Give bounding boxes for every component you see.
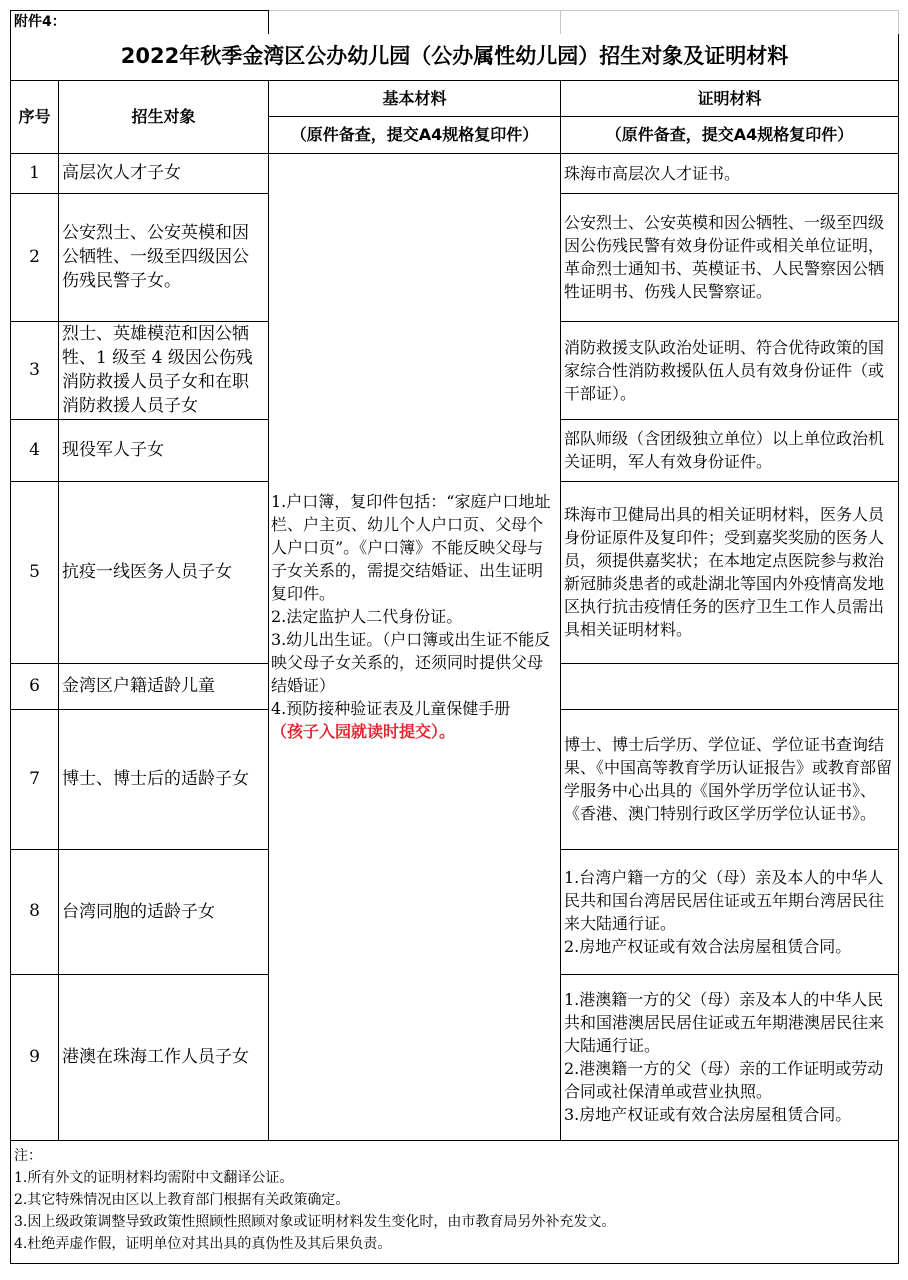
row-target: 抗疫一线医务人员子女 bbox=[59, 481, 269, 663]
note-item: 4.杜绝弄虚作假，证明单位对其出具的真伪性及其后果负责。 bbox=[14, 1235, 392, 1252]
row-proof: 1.台湾户籍一方的父（母）亲及本人的中华人民共和国台湾居民居住证或五年期台湾居民往来大陆通行证。 2.房地产权证或有效合法房屋租赁合同。 bbox=[561, 849, 899, 974]
row-target: 烈士、英雄模范和因公牺牲、1 级至 4 级因公伤残消防救援人员子女和在职消防救援人员子女 bbox=[59, 321, 269, 419]
row-target: 公安烈士、公安英模和因公牺牲、一级至四级因公伤残民警子女。 bbox=[59, 193, 269, 321]
row-number: 2 bbox=[11, 193, 59, 321]
row-number: 4 bbox=[11, 419, 59, 481]
row-proof: 博士、博士后学历、学位证、学位证书查询结果、《中国高等教育学历认证报告》或教育部留学服务中心出具的《国外学历学位认证书》、《香港、澳门特别行政区学历学位认证书》。 bbox=[561, 709, 899, 849]
basic-materials-cell bbox=[269, 153, 561, 1140]
notes-cell bbox=[11, 1140, 899, 1263]
blank-cell bbox=[269, 11, 561, 35]
basic-item: 1.户口簿，复印件包括：“家庭户口地址栏、户主页、幼儿个人户口页、父母个人户口页”。《户口簿》不能反映父母与子女关系的，需提交结婚证、出生证明复印件。 bbox=[271, 492, 551, 603]
basic-highlight-note: （孩子入园就读时提交）。 bbox=[271, 722, 456, 741]
row-number: 8 bbox=[11, 849, 59, 974]
row-proof: 消防救援支队政治处证明、符合优待政策的国家综合性消防救援队伍人员有效身份证件（或干部证）。 bbox=[561, 321, 899, 419]
header-target: 招生对象 bbox=[59, 80, 269, 153]
basic-item: 4.预防接种验证表及儿童保健手册 bbox=[271, 699, 511, 718]
row-proof: 公安烈士、公安英模和因公牺牲、一级至四级因公伤残民警有效身份证件或相关单位证明，革命烈士通知书、英模证书、人民警察因公牺牲证明书、伤残人民警察证。 bbox=[561, 193, 899, 321]
note-item: 2.其它特殊情况由区以上教育部门根据有关政策确定。 bbox=[14, 1191, 350, 1208]
header-seq: 序号 bbox=[11, 80, 59, 153]
blank-cell bbox=[561, 11, 899, 35]
notes-row bbox=[11, 1140, 899, 1263]
header-proof: 证明材料 bbox=[561, 80, 899, 116]
header-basic: 基本材料 bbox=[269, 80, 561, 116]
enrollment-sheet bbox=[10, 10, 898, 1264]
row-number: 3 bbox=[11, 321, 59, 419]
notes-label: 注： bbox=[14, 1147, 42, 1164]
row-number: 1 bbox=[11, 153, 59, 193]
note-item: 3.因上级政策调整导致政策性照顾性照顾对象或证明材料发生变化时，由市教育局另外补充发文。 bbox=[14, 1213, 616, 1230]
row-proof-empty bbox=[561, 663, 899, 709]
basic-item: 3.幼儿出生证。（户口簿或出生证不能反映父母子女关系的，还须同时提供父母结婚证） bbox=[271, 630, 551, 695]
header-proof-sub: （原件备查，提交A4规格复印件） bbox=[561, 116, 899, 153]
row-number: 6 bbox=[11, 663, 59, 709]
row-target: 港澳在珠海工作人员子女 bbox=[59, 974, 269, 1140]
row-number: 9 bbox=[11, 974, 59, 1140]
row-proof: 1.港澳籍一方的父（母）亲及本人的中华人民共和国港澳居民居住证或五年期港澳居民往来大陆通行证。 2.港澳籍一方的父（母）亲的工作证明或劳动合同或社保清单或营业执照。 3.房地产权证或有效合法房屋租赁合同。 bbox=[561, 974, 899, 1140]
row-target: 博士、博士后的适龄子女 bbox=[59, 709, 269, 849]
note-item: 1.所有外文的证明材料均需附中文翻译公证。 bbox=[14, 1169, 294, 1186]
row-target: 高层次人才子女 bbox=[59, 153, 269, 193]
row-number: 7 bbox=[11, 709, 59, 849]
basic-item: 2.法定监护人二代身份证。 bbox=[271, 607, 463, 626]
page-title: 2022年秋季金湾区公办幼儿园（公办属性幼儿园）招生对象及证明材料 bbox=[11, 34, 899, 80]
header-basic-sub: （原件备查，提交A4规格复印件） bbox=[269, 116, 561, 153]
row-proof: 珠海市卫健局出具的相关证明材料，医务人员身份证原件及复印件；受到嘉奖奖励的医务人员，须提供嘉奖状；在本地定点医院参与救治新冠肺炎患者的或赴湖北等国内外疫情高发地区执行抗击疫情任务的医疗卫生工作人员需出具相关证明材料。 bbox=[561, 481, 899, 663]
row-target: 台湾同胞的适龄子女 bbox=[59, 849, 269, 974]
row-target: 金湾区户籍适龄儿童 bbox=[59, 663, 269, 709]
enrollment-table bbox=[10, 10, 899, 1264]
row-number: 5 bbox=[11, 481, 59, 663]
attachment-label: 附件4： bbox=[11, 11, 269, 35]
table-row bbox=[11, 153, 899, 193]
row-proof: 珠海市高层次人才证书。 bbox=[561, 153, 899, 193]
row-target: 现役军人子女 bbox=[59, 419, 269, 481]
row-proof: 部队师级（含团级独立单位）以上单位政治机关证明，军人有效身份证件。 bbox=[561, 419, 899, 481]
